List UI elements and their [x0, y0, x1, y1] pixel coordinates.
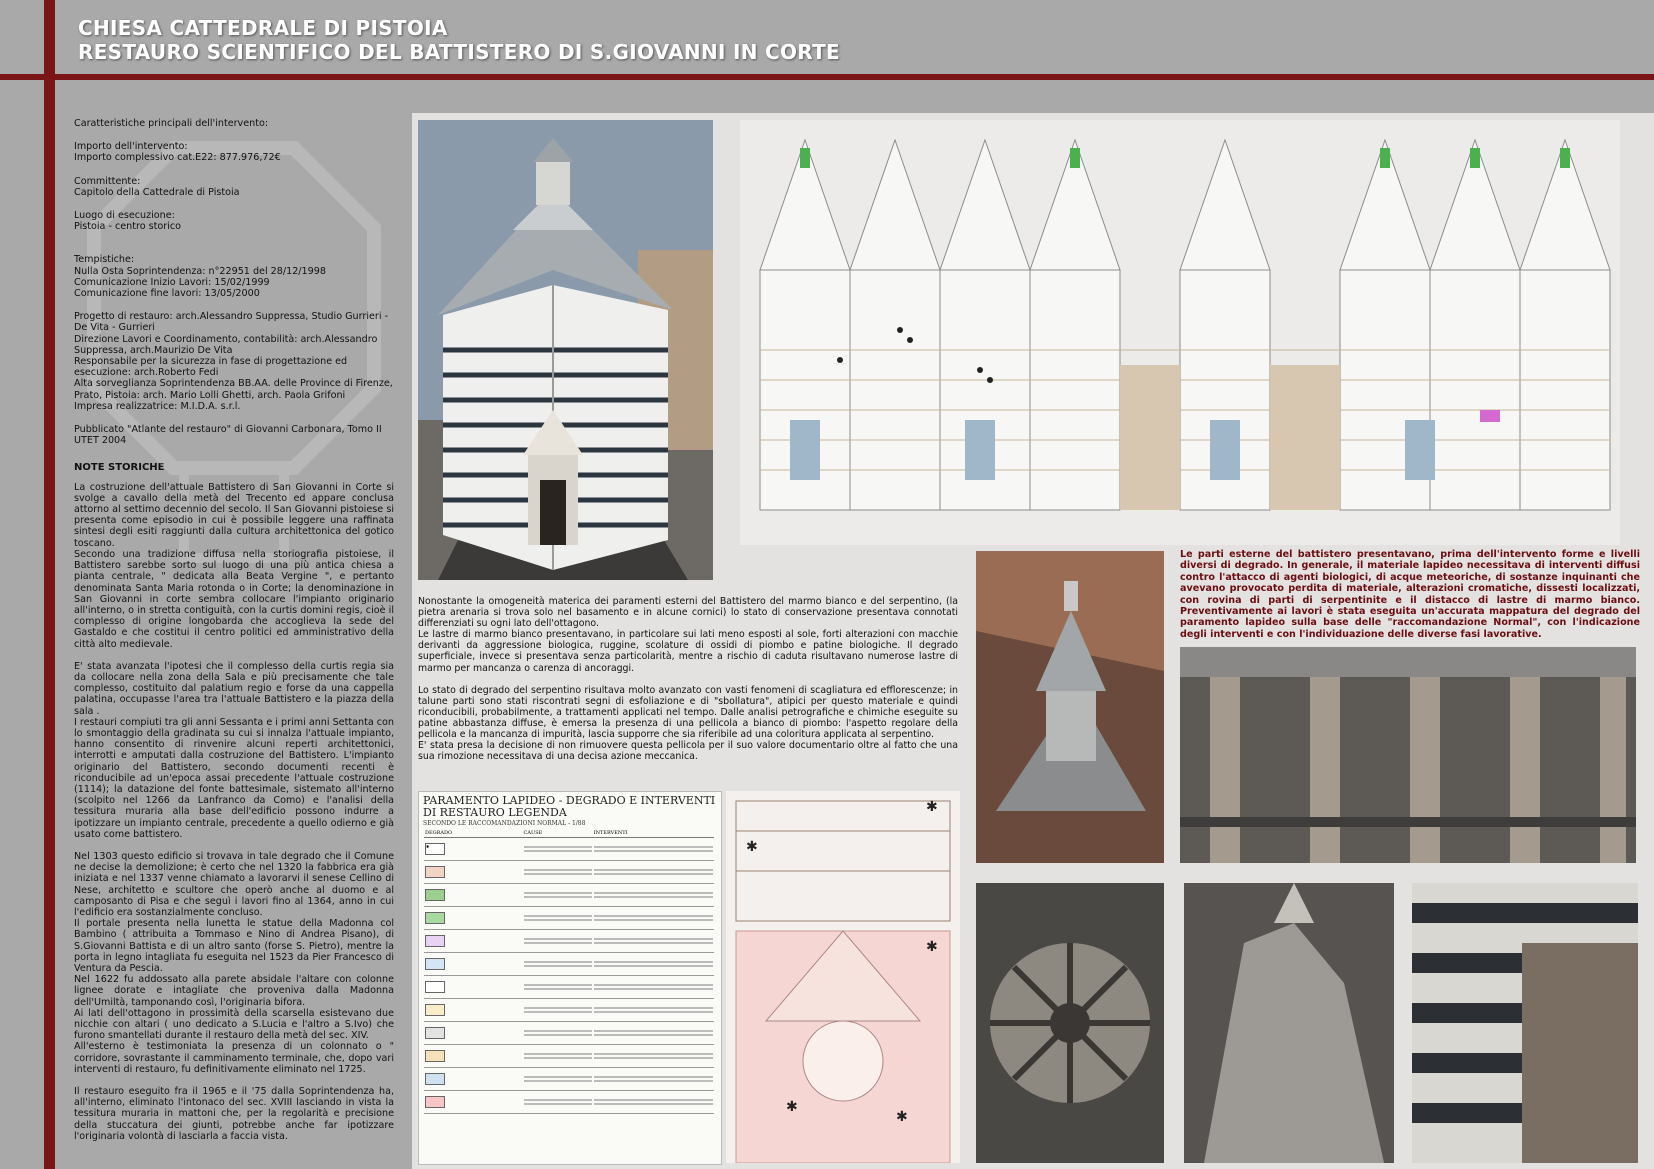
facade-degradation-drawing — [726, 791, 960, 1163]
rose-window-photo — [976, 883, 1164, 1163]
legend-row — [424, 907, 714, 930]
notes-heading: NOTE STORICHE — [74, 462, 165, 474]
legend-subtitle: SECONDO LE RACCOMANDAZIONI NORMAL - 1/88 — [423, 820, 586, 827]
portal-photo — [1412, 883, 1638, 1163]
notes-paragraph-1: La costruzione dell'attuale Battistero di San Giovanni in Corte si svolge a cavallo della metà del Trecento ed appare conclusa attorno al settimo decennio del secolo. Il San Giovanni pistoiese si presenta come episodio in cui è possibile leggere una raffinata sintesi degli esiti raggiunti dalla cultura architettonica del gotico toscano. Secondo una tradizione diffusa nella storiografia pistoiese, il Battistero sarebbe sorto sul luogo di una più antica chiesa a pianta centrale, " dedicata alla Beata Vergine ", e pertanto denominata Santa Maria rotonda o in Corte; la denominazione in San Giovanni in corte sembra collocare l'impianto originario all'interno, o in stretta contiguità, con la curtis domini regis, cioè il complesso di origine longobarda che accoglieva la sede del Gastaldo e che costitui il centro politici ed amministrativo della città alto medievale. — [74, 481, 394, 650]
info-progetto: Progetto di restauro: arch.Alessandro Suppressa, Studio Gurrieri - De Vita - Gurrieri Direzione Lavori e Coordinamento, contabilità: arch.Alessandro Suppressa, arch.Maurizio De Vita Responsabile per la sicurezza in fase di progettazione ed esecuzione: arch.Roberto Fedi Alta sorveglianza Soprintendenza BB.AA. delle Province di Firenze, Prato, Pistoia: arch. Mario Lolli Ghetti, arch. Paola Grifoni Impresa realizzatrice: M.I.D.A. s.r.l. — [74, 311, 393, 412]
pinnacle-photo — [1184, 883, 1394, 1163]
info-tempistiche: Tempistiche: Nulla Osta Soprintendenza: n°22951 del 28/12/1998 Comunicazione Inizio Lavori: 15/02/1999 Comunicazione fine lavori: 13/05/2000 — [74, 254, 326, 300]
left-accent-bar — [44, 0, 55, 1169]
legend-row — [424, 861, 714, 884]
legend-row — [424, 1091, 714, 1114]
header-subtitle: RESTAURO SCIENTIFICO DEL BATTISTERO DI S.GIOVANNI IN CORTE — [78, 40, 841, 64]
legend-row — [424, 999, 714, 1022]
legend-grid — [424, 829, 714, 1114]
legend-col-degrado: DEGRADO — [424, 829, 523, 838]
header-title: CHIESA CATTEDRALE DI PISTOIA — [78, 16, 448, 40]
legend-row — [424, 930, 714, 953]
conservation-paragraph-2: Lo stato di degrado del serpentino risultava molto avanzato con vasti fenomeni di scagliatura ed efflorescenze; in talune parti sono stati riscontrati segni di esfoliazione e di "sbollatura", atipici per questo materiale e quindi riconducibili, probabilmente, a trattamenti applicati nel tempo. Dalle analisi petrografiche e chimiche eseguite su patine abbastanza diffuse, è emersa la presenza di una pellicola a bianco di piombo: l'aspetto regolare della pellicola e la mancanza di impurità, lascia supporre che sia riferibile ad una coloritura applicata al serpentino. E' stata presa la decisione di non rimuovere questa pellicola per il suo valore documentario oltre al fatto che una sua rimozione necessitava di una decisa azione meccanica. — [418, 684, 958, 763]
legend-row — [424, 884, 714, 907]
header-rule — [0, 74, 1654, 80]
notes-paragraph-4: Il restauro eseguito fra il 1965 e il '75 dalla Soprintendenza ha, all'interno, eliminato l'intonaco del sec. XVIII lasciando in vista la tessitura muraria in mattoni che, per la regolarità e precisione della stuccatura dei giunti, potrebbe anche far ipotizzare l'originaria volontà di lasciarla a faccia vista. — [74, 1086, 394, 1142]
legend-row — [424, 1068, 714, 1091]
svg-text:✱: ✱ — [896, 1109, 908, 1125]
info-pubblicato: Pubblicato "Atlante del restauro" di Giovanni Carbonara, Tomo II UTET 2004 — [74, 424, 382, 447]
svg-text:✱: ✱ — [786, 1099, 798, 1115]
info-committente: Committente: Capitolo della Cattedrale di Pistoia — [74, 175, 240, 198]
svg-text:✱: ✱ — [926, 799, 938, 815]
info-importo: Importo dell'intervento: Importo complessivo cat.E22: 877.976,72€ — [74, 141, 281, 164]
svg-text:✱: ✱ — [746, 839, 758, 855]
info-intro: Caratteristiche principali dell'intervento: — [74, 118, 269, 129]
info-column — [74, 118, 394, 1142]
colonnade-photo — [1180, 647, 1636, 863]
notes-paragraph-2: E' stata avanzata l'ipotesi che il complesso della curtis regia sia da collocare nella zona della Sala e più precisamente che tale complesso, costituito dal palatium regio e forse da una cappella palatina, occupasse l'area tra l'attuale Battistero e la piazza della sala . I restauri compiuti tra gli anni Sessanta e i primi anni Settanta con lo smontaggio della gradinata su cui si innalza l'attuale impianto, hanno consentito di rinvenire alcuni reperti architettonici, interrotti e amputati dalla costruzione del Battistero. L'impianto originario del Battistero, secondo documenti recenti è riconducibile ad un'epoca assai precedente l'attuale costruzione (1114); la datazione del fonte battesimale, sistemato all'interno (scolpito nel 1266 da Lanfranco da Como) e l'analisi della tessitura muraria alla base dell'edificio possono indurre a ipotizzare un impianto centrale, precedente a quello odierno e già usato come battistero. — [74, 660, 394, 840]
info-luogo: Luogo di esecuzione: Pistoia - centro storico — [74, 210, 182, 233]
conservation-text — [418, 596, 958, 773]
degradation-summary: Le parti esterne del battistero presentavano, prima dell'intervento forme e livelli diversi di degrado. In generale, il materiale lapideo necessitava di interventi diffusi contro l'attacco di agenti biologici, di acque meteoriche, di sostanze inquinanti che avevano provocato perdita di materiale, alterazioni cromatiche, dissesti localizzati, con rovina di parti di serpentinite e il distacco di lastre di marmo bianco. Preventivamente ai lavori è stata eseguita un'accurata mappatura del degrado del paramento lapideo sulla base delle "raccomandazione Normal", con l'indicazione degli interventi e con l'individuazione delle diverse fasi lavorative. — [1180, 549, 1640, 640]
conservation-paragraph-1: Nonostante la omogeneità materica dei paramenti esterni del Battistero del marmo bianco e del serpentino, (la pietra arenaria si trova solo nel basamento e in alcune cornici) lo stato di conservazione presentava connotati differenziati su ogni lato dell'ottagono. Le lastre di marmo bianco presentavano, in particolare sui lati meno esposti al sole, forti alterazioni con macchie derivanti da aggressione biologica, ruggine, scolature di ossidi di piombo e patine biologiche. Il degrado superficiale, invece si presentava senza particolarità, mentre a rischio di caduta risultavano numerose lastre di marmo per mancanza o carenza di ancoraggi. — [418, 596, 958, 674]
lantern-photo — [976, 551, 1164, 863]
page-header — [78, 16, 840, 64]
baptistery-photo — [418, 120, 713, 580]
elevation-drawings — [740, 120, 1620, 545]
legend-table — [418, 791, 722, 1165]
notes-paragraph-3: Nel 1303 questo edificio si trovava in tale degrado che il Comune ne decise la demolizione; è certo che nel 1320 la fabbrica era già iniziata e nel 1337 venne chiamato a lavorarvi il senese Cellino di Nese, architetto e scultore che operò anche al duomo e al camposanto di Pisa e che seguì i lavori fino al 1364, anno in cui l'edificio era sostanzialmente concluso. Il portale presenta nella lunetta le statue della Madonna col Bambino ( attribuita a Tommaso e Nino di Andrea Pisano), di S.Giovanni Battista e di un altro santo (forse S. Pietro), mentre la porta in legno intagliata fu eseguita nel 1523 da Pier Francesco di Ventura da Pescia. Nel 1622 fu addossato alla parete absidale l'altare con colonne lignee dorate e intagliate che proveniva dalla Madonna dell'Umiltà, tamponando così, l'originaria bifora. Ai lati dell'ottagono in prossimità della scarsella esistevano due nicchie con altari ( uno dedicato a S.Lucia e l'altro a S.Ivo) che furono smantellati durante il restauro della metà del sec. XIV. All'esterno è testimoniata la presenza di un colonnato o " corridore, sovrastante il camminamento terminale, che, dopo vari interventi di restauro, fu definitivamente eliminato nel 1725. — [74, 850, 394, 1075]
legend-row — [424, 1045, 714, 1068]
legend-row — [424, 953, 714, 976]
legend-row — [424, 1022, 714, 1045]
legend-col-cause: CAUSE — [523, 829, 593, 838]
legend-col-interventi: INTERVENTI — [593, 829, 714, 838]
legend-title: PARAMENTO LAPIDEO - DEGRADO E INTERVENTI DI RESTAURO LEGENDA — [423, 794, 716, 819]
legend-row — [424, 976, 714, 999]
svg-text:✱: ✱ — [926, 939, 938, 955]
legend-row: ✱ — [424, 838, 714, 861]
